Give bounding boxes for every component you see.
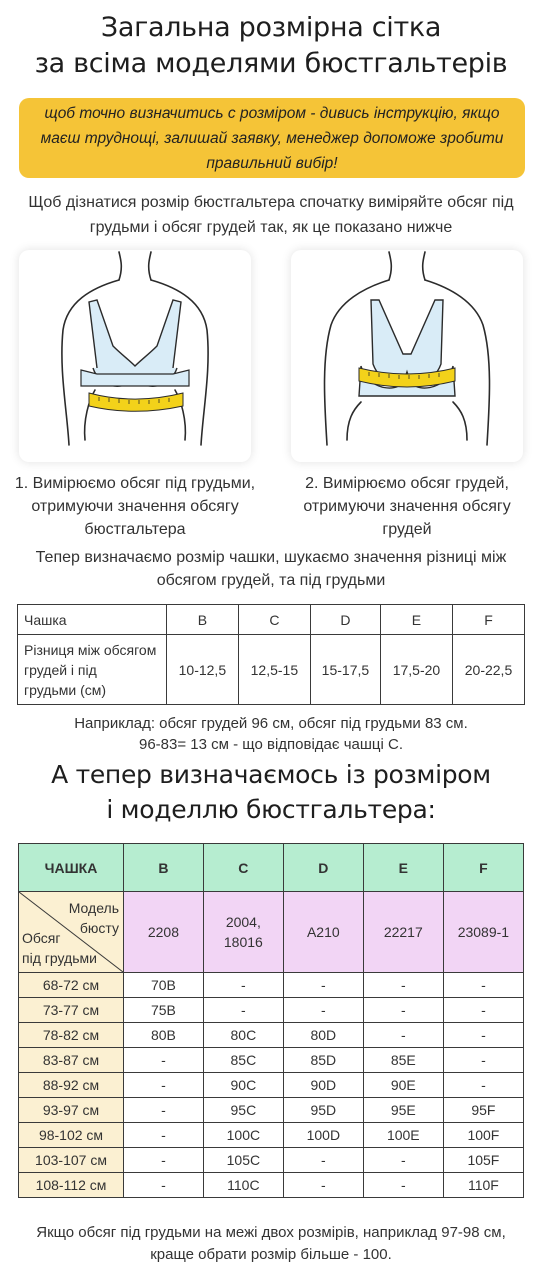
size-cell: 85E xyxy=(363,1048,443,1073)
size-cell: - xyxy=(443,1023,523,1048)
cup-difference-table xyxy=(17,604,525,705)
size-cell: - xyxy=(124,1123,204,1148)
size-table-header xyxy=(19,844,524,892)
size-cell: 95E xyxy=(363,1098,443,1123)
model-cell: 23089-1 xyxy=(443,892,523,973)
size-cell: - xyxy=(363,1148,443,1173)
underbust-range: 103-107 см xyxy=(19,1148,124,1173)
size-cell: - xyxy=(283,1148,363,1173)
underbust-illustration xyxy=(19,250,251,462)
header-cup: F xyxy=(443,844,523,892)
table-row xyxy=(19,1023,524,1048)
size-cell: - xyxy=(443,1048,523,1073)
intro-text: Щоб дізнатися розмір бюстгальтера спочатку виміряйте обсяг під грудьми і обсяг грудей так, як це показано нижче xyxy=(28,194,514,236)
underbust-range: 78-82 см xyxy=(19,1023,124,1048)
cup-row xyxy=(18,605,525,635)
step2-caption: 2. Вимірюємо обсяг грудей, отримуючи значення обсягу грудей xyxy=(303,475,511,538)
difference-cell: 17,5-20 xyxy=(380,635,452,705)
size-cell: 95C xyxy=(203,1098,283,1123)
size-cell: 80C xyxy=(203,1023,283,1048)
table-row xyxy=(19,998,524,1023)
size-cell: - xyxy=(443,998,523,1023)
table-row xyxy=(19,1148,524,1173)
difference-row-label: Різниця між обсягом грудей і під грудьми (см) xyxy=(18,635,167,705)
footer-note: Якщо обсяг під грудьми на межі двох розмірів, наприклад 97-98 см, краще обрати розмір більше - 100. xyxy=(36,1224,506,1263)
size-cell: 80B xyxy=(124,1023,204,1048)
table-row xyxy=(19,1048,524,1073)
bust-illustration xyxy=(291,250,523,462)
size-table xyxy=(18,843,524,1198)
example-text: Наприклад: обсяг грудей 96 см, обсяг під грудьми 83 см. 96-83= 13 см - що відповідає чашці С. xyxy=(74,715,468,753)
table-row xyxy=(19,1123,524,1148)
size-cell: 100C xyxy=(203,1123,283,1148)
size-cell: 80D xyxy=(283,1023,363,1048)
size-cell: - xyxy=(124,1048,204,1073)
size-cell: 70B xyxy=(124,973,204,998)
cup-cell: C xyxy=(238,605,310,635)
size-cell: - xyxy=(124,1148,204,1173)
size-cell: - xyxy=(124,1173,204,1198)
table-row xyxy=(19,1173,524,1198)
table-row xyxy=(19,973,524,998)
size-cell: 100E xyxy=(363,1123,443,1148)
header-cup: C xyxy=(203,844,283,892)
underbust-label: Обсяг під грудьми xyxy=(22,930,97,966)
size-cell: 75B xyxy=(124,998,204,1023)
cup-cell: B xyxy=(166,605,238,635)
size-cell: 110C xyxy=(203,1173,283,1198)
difference-cell: 12,5-15 xyxy=(238,635,310,705)
model-cell: 2004, 18016 xyxy=(203,892,283,973)
size-cell: - xyxy=(443,1073,523,1098)
size-cell: 85D xyxy=(283,1048,363,1073)
model-cell: 2208 xyxy=(124,892,204,973)
model-cell: A210 xyxy=(283,892,363,973)
header-cup: E xyxy=(363,844,443,892)
difference-cell: 15-17,5 xyxy=(310,635,380,705)
step1-caption: 1. Вимірюємо обсяг під грудьми, отримуючи значення обсягу бюстгальтера xyxy=(14,475,256,538)
page-title: Загальна розмірна сітка за всіма моделями бюстгальтерів xyxy=(34,12,508,79)
difference-cell: 20-22,5 xyxy=(452,635,524,705)
difference-cell: 10-12,5 xyxy=(166,635,238,705)
size-cell: - xyxy=(203,998,283,1023)
size-cell: - xyxy=(443,973,523,998)
underbust-range: 83-87 см xyxy=(19,1048,124,1073)
cup-cell: E xyxy=(380,605,452,635)
notice-banner xyxy=(19,98,525,178)
size-cell: - xyxy=(203,973,283,998)
table-row xyxy=(19,1098,524,1123)
size-cell: 100D xyxy=(283,1123,363,1148)
underbust-range: 88-92 см xyxy=(19,1073,124,1098)
size-cell: - xyxy=(363,1173,443,1198)
size-cell: - xyxy=(363,1023,443,1048)
cup-intro-text: Тепер визначаємо розмір чашки, шукаємо значення різниці між обсягом грудей, та під грудьми xyxy=(35,549,507,589)
size-cell: 90D xyxy=(283,1073,363,1098)
size-cell: 90E xyxy=(363,1073,443,1098)
header-cup-label: ЧАШКА xyxy=(19,844,124,892)
header-cup: B xyxy=(124,844,204,892)
model-row xyxy=(19,892,524,973)
size-cell: - xyxy=(124,1098,204,1123)
diagonal-header-cell xyxy=(19,892,124,973)
size-cell: 105F xyxy=(443,1148,523,1173)
size-cell: 95D xyxy=(283,1098,363,1123)
underbust-range: 108-112 см xyxy=(19,1173,124,1198)
size-cell: 85C xyxy=(203,1048,283,1073)
size-cell: - xyxy=(363,973,443,998)
section-heading: А тепер визначаємось із розміром і моделлю бюстгальтера: xyxy=(51,760,491,824)
model-label: Модель бюсту xyxy=(68,900,119,936)
size-cell: 105C xyxy=(203,1148,283,1173)
notice-text: щоб точно визначитись с розміром - дивись інструкцію, якщо маєш труднощі, залишай заявку, менеджер допоможе зробити правильний вибір! xyxy=(40,104,504,172)
difference-row xyxy=(18,635,525,705)
cup-cell: D xyxy=(310,605,380,635)
header-cup: D xyxy=(283,844,363,892)
cup-row-label: Чашка xyxy=(18,605,167,635)
size-cell: - xyxy=(283,973,363,998)
model-cell: 22217 xyxy=(363,892,443,973)
size-cell: - xyxy=(283,1173,363,1198)
table-row xyxy=(19,1073,524,1098)
size-cell: 100F xyxy=(443,1123,523,1148)
underbust-range: 73-77 см xyxy=(19,998,124,1023)
cup-cell: F xyxy=(452,605,524,635)
size-cell: - xyxy=(283,998,363,1023)
underbust-range: 68-72 см xyxy=(19,973,124,998)
size-cell: - xyxy=(363,998,443,1023)
size-cell: - xyxy=(124,1073,204,1098)
size-cell: 110F xyxy=(443,1173,523,1198)
size-cell: 90C xyxy=(203,1073,283,1098)
size-cell: 95F xyxy=(443,1098,523,1123)
underbust-range: 93-97 см xyxy=(19,1098,124,1123)
underbust-range: 98-102 см xyxy=(19,1123,124,1148)
